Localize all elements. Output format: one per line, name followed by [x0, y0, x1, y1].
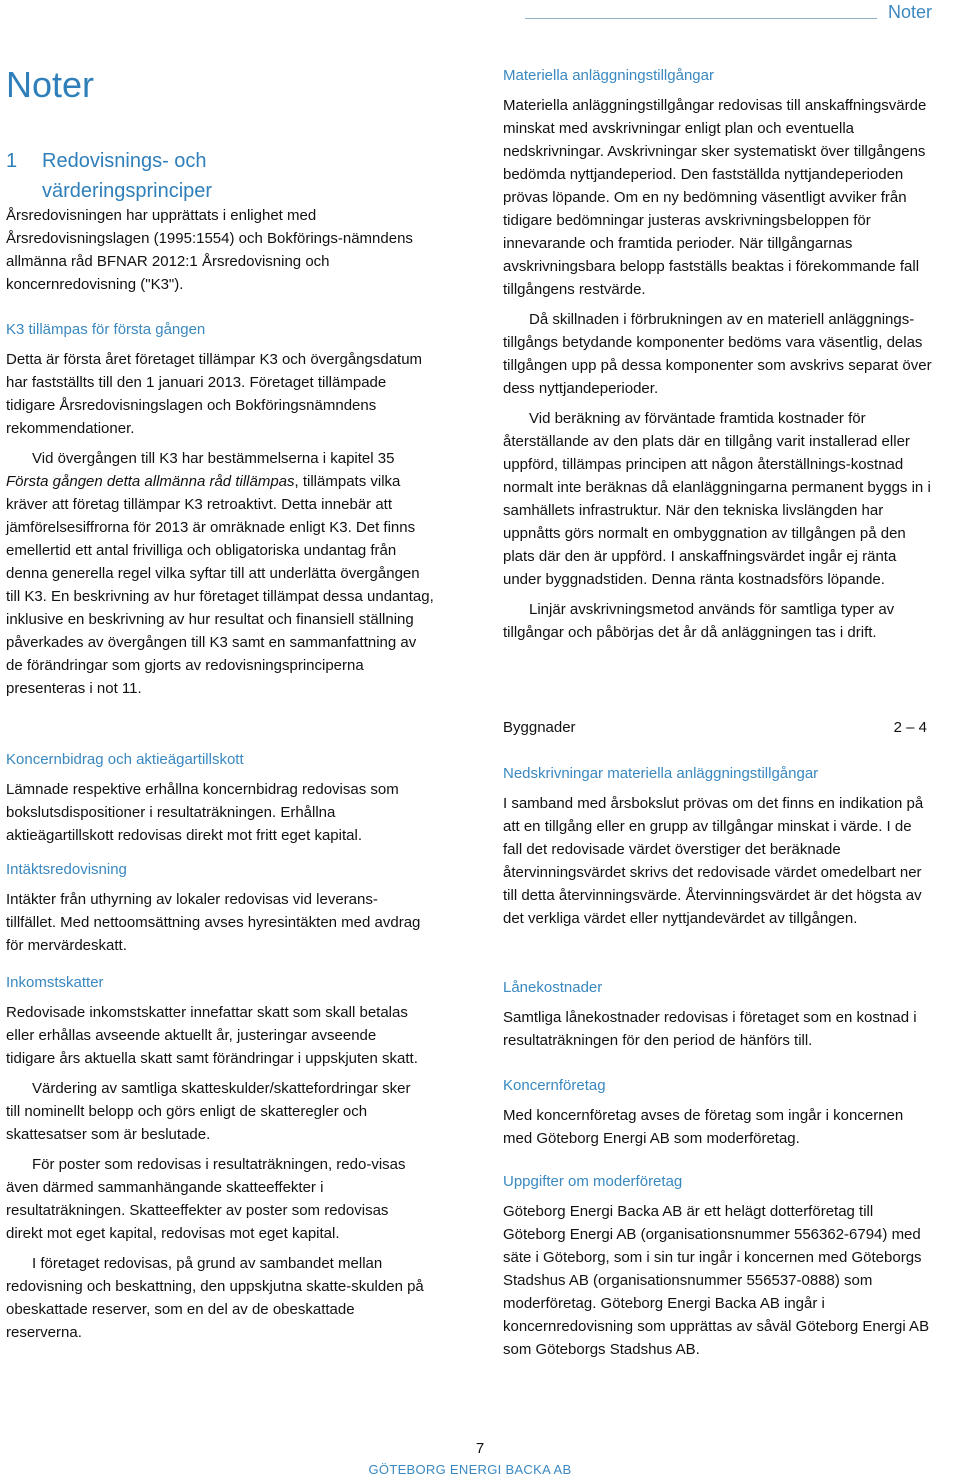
k3-heading: K3 tillämpas för första gången [6, 321, 206, 338]
skatt-paragraph-4: I företaget redovisas, på grund av sambandet mellan redovisning och beskattning, den uppskjutna skatte-skulden på obeskattade reserver, som en del av de obeskattade reserverna. [6, 1255, 424, 1341]
k3-section [6, 318, 434, 700]
koncernforetag-text: Med koncernföretag avses de företag som ingår i koncernen med Göteborg Energi AB som moderföretag. [503, 1107, 904, 1147]
header-rule [525, 18, 877, 19]
koncernforetag-section [503, 1074, 933, 1150]
lanekostnader-section [503, 976, 933, 1052]
materiella-heading: Materiella anläggningstillgångar [503, 67, 714, 84]
skatt-section [6, 971, 424, 1344]
byggnader-row [503, 716, 927, 739]
k3-paragraph-1: Detta är första året företaget tillämpar K3 och övergångsdatum har fastställts till den 1 januari 2013. Företaget tillämpade tidigare Årsredovisningslagen och Bokföringsnämndens rekommendationer. [6, 351, 423, 437]
intakt-section [6, 858, 424, 957]
koncernbidrag-text: Lämnade respektive erhållna koncernbidrag redovisas som bokslutsdispositioner i resultaträkningen. Erhållna aktieägartillskott redovisas direkt mot fritt eget kapital. [6, 781, 399, 844]
koncernbidrag-heading: Koncernbidrag och aktieägartillskott [6, 751, 244, 768]
moderforetag-section [503, 1170, 933, 1361]
k3-p2-b: , tillämpats vilka kräver att företag tillämpar K3 retroaktivt. Detta innebär att jämförelsesiffrorna för 2013 är omräknade enligt K3. Det finns emellertid ett antal frivilliga och obligatoriska undantag från denna generella regel vilka syftar till att underlätta övergången till K3. En beskrivning av hur företaget tillämpat dessa undantag, inklusive en beskrivning av hur resultat och finansiell ställning påverkades av övergången till K3 samt en sammanfattning av de förändringar som gjorts av redovisningsprinciperna presenteras i not 11. [6, 473, 434, 697]
section-heading [6, 146, 434, 206]
intakt-heading: Intäktsredovisning [6, 861, 127, 878]
materiella-paragraph-3: Vid beräkning av förväntade framtida kostnader för återställande av den plats där en tillgång varit installerad eller uppförd, tillämpas principen att någon återställnings-kostnad normalt inte beräknas då elanläggningarna permanent byggs in i samhällets infrastruktur. När den tekniska livslängden har uppnåtts görs normalt en ombyggnation av tillgången på den plats där den är uppförd. I anskaffningsvärdet ingår ej ränta under byggnadstiden. Denna ränta kostnadsförs löpande. [503, 410, 931, 588]
koncernforetag-heading: Koncernföretag [503, 1077, 606, 1094]
k3-p2-emphasis: Första gången detta allmänna råd tillämpas [6, 473, 295, 490]
materiella-section [503, 64, 933, 644]
byggnader-value: 2 – 4 [893, 719, 927, 736]
lanekostnader-heading: Lånekostnader [503, 979, 603, 996]
nedskrivningar-text: I samband med årsbokslut prövas om det finns en indikation på att en tillgång eller en grupp av tillgångar minskat i värde. I de fall det redovisade värdet överstiger det beräknade återvinningsvärdet skrivs det redovisade värdet omedelbart ner till detta återvinningsvärde. Återvinningsvärdet är det högsta av det verkliga värdet eller nyttjandevärdet av tillgången. [503, 795, 924, 927]
koncernbidrag-section [6, 748, 424, 847]
nedskrivningar-heading: Nedskrivningar materiella anläggningstillgångar [503, 765, 819, 782]
moderforetag-heading: Uppgifter om moderföretag [503, 1173, 683, 1190]
section-number: 1 [6, 150, 18, 172]
skatt-paragraph-3: För poster som redovisas i resultaträkningen, redo-visas även därmed sammanhängande skatteeffekter i resultaträkningen. Skatteeffekter av poster som redovisas direkt mot eget kapital, redovisas mot eget kapital. [6, 1156, 406, 1242]
skatt-heading: Inkomstskatter [6, 974, 104, 991]
intro-paragraph [6, 204, 424, 296]
page-title: Noter [6, 64, 95, 105]
skatt-paragraph-2: Värdering av samtliga skatteskulder/skattefordringar sker till nominellt belopp och görs enligt de skatteregler och skattesatser som är beslutade. [6, 1080, 411, 1143]
lanekostnader-text: Samtliga lånekostnader redovisas i företaget som en kostnad i resultaträkningen för den period de hänförs till. [503, 1009, 917, 1049]
intakt-text: Intäkter från uthyrning av lokaler redovisas vid leverans-tillfället. Med nettoomsättning avses hyresintäkten med avdrag för mervärdeskatt. [6, 891, 421, 954]
skatt-paragraph-1: Redovisade inkomstskatter innefattar skatt som skall betalas eller erhållas avseende aktuellt år, justeringar avseende tidigare års aktuella skatt samt förändringar i uppskjuten skatt. [6, 1004, 418, 1067]
materiella-paragraph-4: Linjär avskrivningsmetod används för samtliga typer av tillgångar och påbörjas det år då anläggningen tas i drift. [503, 601, 895, 641]
nedskrivningar-section [503, 762, 933, 930]
materiella-paragraph-2: Då skillnaden i förbrukningen av en materiell anläggnings-tillgångs betydande komponenter bedöms vara väsentlig, delas tillgången upp på dessa komponenter som avskrivs separat över dess nyttjandeperioder. [503, 311, 932, 397]
k3-p2-a: Vid övergången till K3 har bestämmelserna i kapitel 35 [32, 450, 395, 467]
intro-text: Årsredovisningen har upprättats i enlighet med Årsredovisningslagen (1995:1554) och Bokförings-nämndens allmänna råd BFNAR 2012:1 Årsredovisning och koncernredovisning ("K3"). [6, 207, 413, 293]
footer-company: GÖTEBORG ENERGI BACKA AB [368, 1462, 572, 1477]
header-title: Noter [888, 2, 933, 22]
moderforetag-text: Göteborg Energi Backa AB är ett helägt dotterföretag till Göteborg Energi AB (organisationsnummer 556362-6794) med säte i Göteborg, som i sin tur ingår i koncernen med Göteborgs Stadshus AB (organisationsnummer 556537-0888) som moderföretag. Göteborg Energi Backa AB ingår i koncernredovisning som upprättas av såväl Göteborg Energi AB som Göteborgs Stadshus AB. [503, 1203, 930, 1358]
byggnader-label: Byggnader [503, 719, 576, 736]
section-title-line1: Redovisnings- och [42, 150, 207, 172]
k3-paragraph-2 [6, 447, 434, 700]
materiella-paragraph-1: Materiella anläggningstillgångar redovisas till anskaffningsvärde minskat med avskrivningar enligt plan och eventuella nedskrivningar. Avskrivningar sker systematiskt över tillgångens bedömda nyttjandeperiod. Den fastställda nyttjandeperioden prövas löpande. Om en ny bedömning väsentligt avviker från tidigare bedömningar justeras avskrivningsbeloppen för innevarande och framtida perioder. När tillgångarnas avskrivningsbara belopp fastställs beaktas i förekommande fall tillgångens restvärde. [503, 97, 927, 298]
section-title-line2: värderingsprinciper [42, 180, 213, 202]
page-number: 7 [475, 1440, 485, 1457]
